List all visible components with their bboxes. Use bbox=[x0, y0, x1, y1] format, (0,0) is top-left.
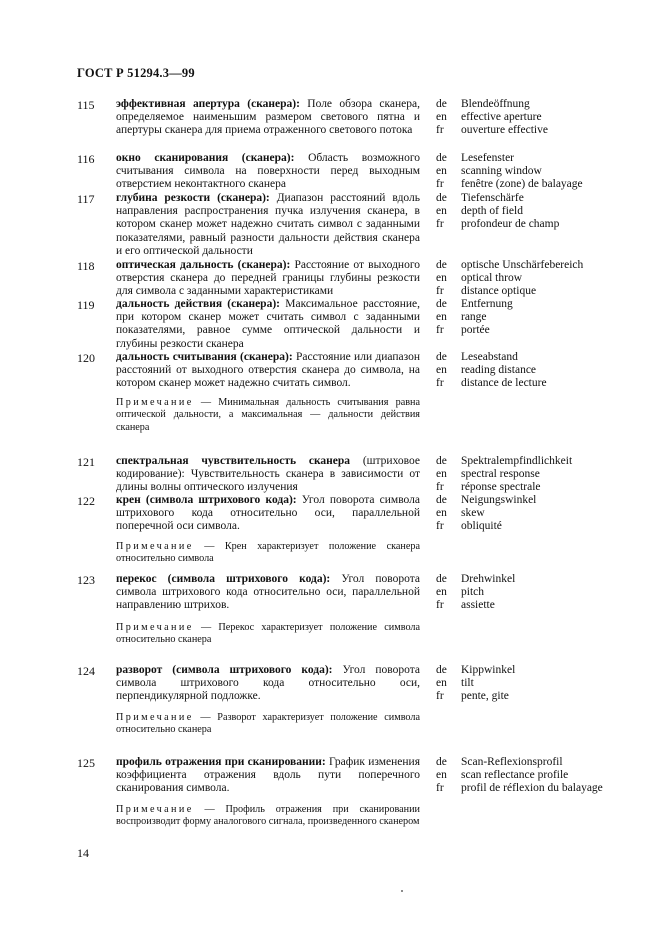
lang-term: depth of field bbox=[461, 205, 523, 218]
lang-term: ouverture effective bbox=[461, 124, 548, 137]
entry-definition bbox=[116, 298, 420, 351]
lang-code: en bbox=[436, 272, 447, 285]
note-label: Примечание bbox=[116, 397, 194, 408]
term-name: глубина резкости (сканера): bbox=[116, 192, 270, 204]
lang-term: scan reflectance profile bbox=[461, 769, 569, 782]
term-name: разворот (символа штрихового кода): bbox=[116, 664, 333, 676]
lang-term: réponse spectrale bbox=[461, 481, 541, 494]
lang-term: skew bbox=[461, 507, 485, 520]
lang-term: optical throw bbox=[461, 272, 522, 285]
lang-term: Spektralempfindlichkeit bbox=[461, 455, 573, 467]
lang-code: fr bbox=[436, 324, 444, 337]
translations bbox=[436, 455, 572, 495]
lang-code: fr bbox=[436, 218, 444, 231]
lang-term: obliquité bbox=[461, 520, 502, 533]
lang-code: en bbox=[436, 468, 447, 481]
term-name: крен (символа штрихового кода): bbox=[116, 494, 297, 506]
lang-code: de bbox=[436, 98, 447, 110]
term-name: оптическая дальность (сканера): bbox=[116, 259, 291, 271]
lang-code: fr bbox=[436, 285, 444, 298]
lang-code: de bbox=[436, 455, 447, 467]
term-name: окно сканирования (сканера): bbox=[116, 152, 295, 164]
lang-term: range bbox=[461, 311, 487, 324]
term-text: График изменения коэффициента отражения вдоль пути поперечного сканирования символа. bbox=[116, 756, 420, 795]
term-name: дальность считывания (сканера): bbox=[116, 351, 293, 363]
lang-code: en bbox=[436, 311, 447, 324]
entry-number: 124 bbox=[77, 664, 95, 678]
note-label: Примечание bbox=[116, 712, 194, 723]
term-name: эффективная апертура (сканера): bbox=[116, 98, 300, 110]
lang-code: fr bbox=[436, 782, 444, 795]
term-text: Область возможного считывания символа на поверхности перед выходным отверстием неконтактного сканера bbox=[116, 152, 420, 191]
entry-number: 118 bbox=[77, 259, 95, 273]
entry-number: 116 bbox=[77, 152, 95, 166]
lang-term: distance optique bbox=[461, 285, 537, 298]
term-text: Расстояние или диапазон расстояний от выходного отверстия сканера до символа, на котором сканер может надежно считать символ. bbox=[116, 351, 420, 390]
lang-term: portée bbox=[461, 324, 490, 337]
lang-code: de bbox=[436, 351, 447, 363]
term-name: профиль отражения при сканировании: bbox=[116, 756, 326, 768]
entry-definition bbox=[116, 152, 420, 192]
note-text: Разворот характеризует положение символа относительно сканера bbox=[116, 712, 420, 736]
lang-term: Scan-Reflexionsprofil bbox=[461, 756, 563, 768]
lang-code: de bbox=[436, 298, 447, 310]
lang-term: distance de lecture bbox=[461, 377, 547, 390]
entry-number: 115 bbox=[77, 98, 95, 112]
lang-code: en bbox=[436, 677, 447, 690]
term-text: Диапазон расстояний вдоль направления распространения пучка излучения сканера, в котором сканер может надежно считать символ с заданными показателями, равный разности дальности действия сканера и его оптической дальности bbox=[116, 192, 420, 257]
lang-code: de bbox=[436, 259, 447, 271]
note-label: Примечание bbox=[116, 622, 194, 633]
entry-number: 120 bbox=[77, 351, 95, 365]
lang-term: effective aperture bbox=[461, 111, 542, 124]
term-name: перекос (символа штрихового кода): bbox=[116, 573, 331, 585]
translations bbox=[436, 664, 515, 704]
lang-code: fr bbox=[436, 481, 444, 494]
lang-code: fr bbox=[436, 124, 444, 137]
page-number: 14 bbox=[77, 846, 89, 860]
lang-term: Leseabstand bbox=[461, 351, 518, 363]
entry-definition bbox=[116, 756, 420, 796]
entry-definition bbox=[116, 351, 420, 391]
lang-code: de bbox=[436, 756, 447, 768]
lang-term: pitch bbox=[461, 586, 484, 599]
entry-definition bbox=[116, 664, 420, 704]
translations bbox=[436, 756, 603, 796]
lang-term: Kippwinkel bbox=[461, 664, 516, 676]
term-name: спектральная чувствительность сканера bbox=[116, 455, 351, 467]
entry-definition bbox=[116, 573, 420, 613]
entry-number: 123 bbox=[77, 573, 95, 587]
note-dash: — bbox=[193, 541, 225, 552]
lang-term: scanning window bbox=[461, 165, 542, 178]
term-text: (штриховое кодирование): Чувствительность сканера в зависимости от длины волны оптического излучения bbox=[116, 455, 420, 494]
lang-term: profil de réflexion du balayage bbox=[461, 782, 603, 795]
lang-term: Entfernung bbox=[461, 298, 513, 310]
translations bbox=[436, 259, 583, 299]
translations bbox=[436, 298, 513, 338]
note-label: Примечание bbox=[116, 541, 194, 552]
lang-term: assiette bbox=[461, 599, 495, 612]
lang-code: en bbox=[436, 507, 447, 520]
note-125 bbox=[116, 804, 420, 829]
document-header: ГОСТ Р 51294.3—99 bbox=[77, 66, 195, 80]
note-dash: — bbox=[193, 804, 226, 815]
lang-code: de bbox=[436, 664, 447, 676]
note-text: Минимальная дальность считывания равна оптической дальности, а максимальная — дальности действия сканера bbox=[116, 397, 420, 433]
scan-speck bbox=[401, 890, 403, 892]
entry-definition bbox=[116, 98, 420, 138]
entry-definition bbox=[116, 192, 420, 258]
entry-number: 125 bbox=[77, 756, 95, 770]
lang-code: en bbox=[436, 586, 447, 599]
term-text: Угол поворота символа штрихового кода относительно оси, параллельной направлению штрихов. bbox=[116, 573, 420, 612]
lang-code: fr bbox=[436, 690, 444, 703]
note-text: Профиль отражения при сканировании воспроизводит форму аналогового сигнала, произведенного сканером bbox=[116, 804, 420, 828]
lang-code: en bbox=[436, 111, 447, 124]
translations bbox=[436, 152, 583, 192]
lang-code: en bbox=[436, 205, 447, 218]
entry-definition bbox=[116, 259, 420, 299]
note-122 bbox=[116, 541, 420, 566]
lang-code: en bbox=[436, 769, 447, 782]
translations bbox=[436, 98, 548, 138]
note-dash: — bbox=[193, 712, 218, 723]
lang-term: profondeur de champ bbox=[461, 218, 560, 231]
lang-code: de bbox=[436, 192, 447, 204]
lang-term: Tiefenschärfe bbox=[461, 192, 524, 204]
lang-code: fr bbox=[436, 377, 444, 390]
lang-term: Neigungswinkel bbox=[461, 494, 537, 506]
note-123 bbox=[116, 622, 420, 647]
entry-number: 119 bbox=[77, 298, 95, 312]
entry-definition bbox=[116, 455, 420, 495]
entry-number: 121 bbox=[77, 455, 95, 469]
lang-term: fenêtre (zone) de balayage bbox=[461, 178, 583, 191]
term-text: Поле обзора сканера, определяемое наименьшим размером светового пятна и апертуры сканера для приема отраженного светового потока bbox=[116, 98, 421, 137]
lang-term: spectral response bbox=[461, 468, 540, 481]
lang-code: de bbox=[436, 573, 447, 585]
lang-term: optische Unschärfebereich bbox=[461, 259, 584, 271]
note-120 bbox=[116, 397, 420, 434]
translations bbox=[436, 573, 515, 613]
lang-term: pente, gite bbox=[461, 690, 509, 703]
lang-code: fr bbox=[436, 520, 444, 533]
term-text: Угол поворота символа штрихового кода относительно оси, параллельной поперечной оси символа. bbox=[116, 494, 421, 533]
note-dash: — bbox=[193, 397, 219, 408]
entry-number: 122 bbox=[77, 494, 95, 508]
note-124 bbox=[116, 712, 420, 737]
lang-term: tilt bbox=[461, 677, 474, 690]
term-text: Расстояние от выходного отверстия сканера до передней границы глубины резкости для символа с заданными характеристиками bbox=[116, 259, 421, 298]
lang-term: reading distance bbox=[461, 364, 537, 377]
lang-code: en bbox=[436, 364, 447, 377]
translations bbox=[436, 494, 536, 534]
lang-code: de bbox=[436, 494, 447, 506]
lang-code: en bbox=[436, 165, 447, 178]
note-label: Примечание bbox=[116, 804, 194, 815]
translations bbox=[436, 192, 559, 232]
translations bbox=[436, 351, 547, 391]
lang-term: Lesefenster bbox=[461, 152, 514, 164]
term-name: дальность действия (сканера): bbox=[116, 298, 280, 310]
lang-code: fr bbox=[436, 178, 444, 191]
lang-term: Drehwinkel bbox=[461, 573, 516, 585]
note-dash: — bbox=[193, 622, 219, 633]
term-text: Максимальное расстояние, при котором сканер может считать символ с заданными показателями, равное сумме оптической дальности и глубины резкости сканера bbox=[116, 298, 420, 350]
entry-definition bbox=[116, 494, 420, 534]
lang-code: de bbox=[436, 152, 447, 164]
term-text: Угол поворота символа штрихового кода относительно оси, перпендикулярной подложке. bbox=[116, 664, 420, 703]
lang-term: Blendeöffnung bbox=[461, 98, 530, 110]
lang-code: fr bbox=[436, 599, 444, 612]
note-text: Перекос характеризует положение символа относительно сканера bbox=[116, 622, 421, 646]
note-text: Крен характеризует положение сканера относительно символа bbox=[116, 541, 420, 565]
entry-number: 117 bbox=[77, 192, 95, 206]
